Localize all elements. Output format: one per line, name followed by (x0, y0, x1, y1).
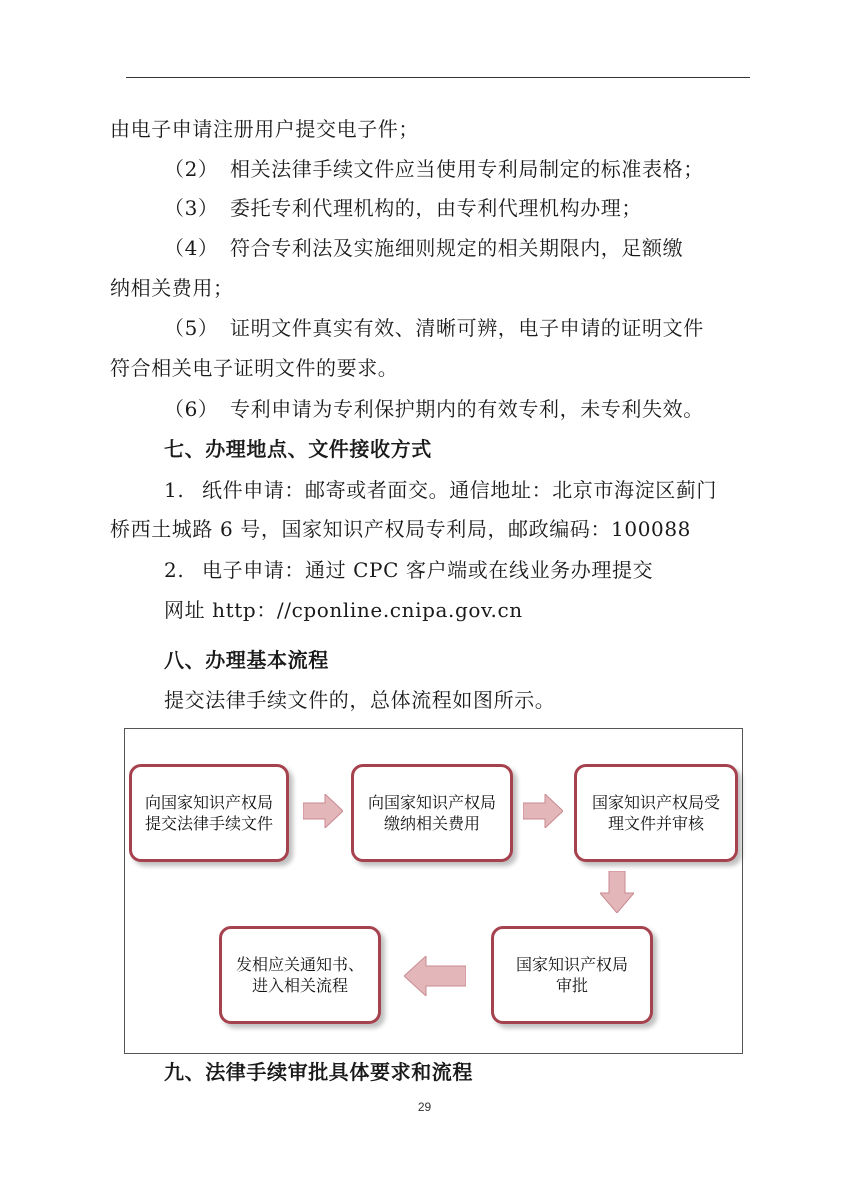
arrow-left-icon (404, 956, 466, 996)
flow-step-pay (351, 764, 513, 862)
paragraph-line: 桥西土城路 6 号，国家知识产权局专利局，邮政编码：100088 (110, 517, 691, 541)
arrow-down-icon (600, 871, 634, 913)
flow-step-label: 国家知识产权局受理文件并审核 (591, 793, 720, 833)
arrow-right-icon (303, 794, 343, 828)
flow-step-review (574, 764, 738, 862)
page-number: 29 (417, 1100, 432, 1114)
flow-step-label: 向国家知识产权局缴纳相关费用 (367, 793, 496, 833)
paragraph-line: 纳相关费用； (110, 276, 234, 300)
flow-step-label: 发相应关通知书、进入相关流程 (236, 955, 365, 995)
item-text: 专利申请为专利保护期内的有效专利，未专利失效。 (230, 397, 704, 421)
item-number: （4） (164, 236, 219, 260)
item-number: 2. (164, 558, 185, 582)
section-heading-8: 八、办理基本流程 (164, 648, 329, 672)
paragraph-line: 由电子申请注册用户提交电子件； (110, 117, 419, 141)
item-number: （6） (164, 397, 219, 421)
item-number: （2） (164, 157, 219, 181)
item-number: （5） (164, 316, 219, 340)
item-text: 委托专利代理机构的，由专利代理机构办理； (230, 196, 642, 220)
list-item-3 (164, 196, 642, 220)
item-text: 证明文件真实有效、清晰可辨，电子申请的证明文件 (230, 316, 704, 340)
list-item-2 (164, 157, 704, 181)
item-text: 相关法律手续文件应当使用专利局制定的标准表格； (230, 157, 704, 181)
item-number: （3） (164, 196, 219, 220)
item-text: 纸件申请：邮寄或者面交。通信地址：北京市海淀区蓟门 (202, 478, 717, 502)
list-item-6 (164, 397, 704, 421)
flow-step-label: 向国家知识产权局提交法律手续文件 (144, 793, 273, 833)
list-item-4 (164, 236, 683, 260)
flow-step-submit (129, 764, 289, 862)
flow-step-notify (219, 926, 381, 1024)
flow-step-approve (491, 926, 653, 1024)
section-heading-7: 七、办理地点、文件接收方式 (164, 437, 432, 461)
website-line: 网址 http：//cponline.cnipa.gov.cn (164, 598, 523, 622)
list-item-1 (164, 478, 717, 502)
item-number: 1. (164, 478, 185, 502)
item-text: 符合专利法及实施细则规定的相关期限内，足额缴 (230, 236, 684, 260)
paragraph-line: 提交法律手续文件的，总体流程如图所示。 (164, 688, 556, 712)
paragraph-line: 符合相关电子证明文件的要求。 (110, 356, 399, 380)
header-rule (126, 77, 750, 78)
flow-step-label: 国家知识产权局审批 (515, 955, 628, 995)
list-item-2 (164, 558, 653, 582)
list-item-5 (164, 316, 704, 340)
item-text: 电子申请：通过 CPC 客户端或在线业务办理提交 (202, 558, 654, 582)
section-heading-9: 九、法律手续审批具体要求和流程 (164, 1060, 473, 1084)
arrow-right-icon (523, 794, 563, 828)
